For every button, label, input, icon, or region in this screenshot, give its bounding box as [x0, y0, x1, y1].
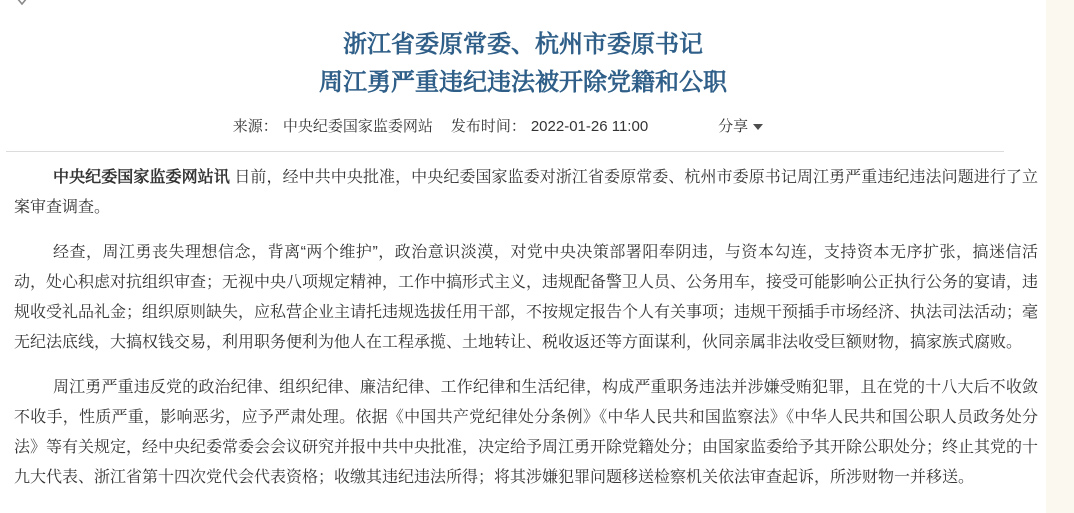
article-publish-time [451, 116, 648, 137]
article-title-line1: 浙江省委原常委、杭州市委原书记 [343, 31, 703, 58]
article-paragraph-1 [14, 163, 1038, 223]
page-right-margin [1046, 0, 1074, 513]
source-value: 中央纪委国家监委网站 [282, 118, 433, 135]
share-dropdown[interactable] [718, 116, 763, 137]
article-meta-bar [0, 116, 1021, 137]
article-source [233, 116, 433, 137]
article-title [0, 0, 1046, 102]
publish-time-label: 发布时间： [450, 118, 526, 135]
caret-down-icon [753, 124, 763, 130]
paragraph-1-text: 日前，经中共中央批准，中央纪委国家监委对浙江省委原常委、杭州市委原书记周江勇严重违纪违法问题进行了立案审查调查。 [14, 169, 1038, 216]
source-label: 来源： [232, 118, 278, 135]
publish-time-value: 2022-01-26 11:00 [530, 118, 649, 135]
lead-source-bold: 中央纪委国家监委网站讯 [53, 169, 230, 186]
share-label: 分享 [718, 118, 749, 135]
article-paragraph-2: 经查，周江勇丧失理想信念，背离“两个维护”，政治意识淡漠，对党中央决策部署阳奉阴违，与资本勾连，支持资本无序扩张，搞迷信活动，处心积虑对抗组织审查；无视中央八项规定精神，工作中搞形式主义，违规配备警卫人员、公务用车，接受可能影响公正执行公务的宴请，违规收受礼品礼金；组织原则缺失，应私营企业主请托违规选拔任用干部，不按规定报告个人有关事项；违规干预插手市场经济、执法司法活动；毫无纪法底线，大搞权钱交易，利用职务便利为他人在工程承揽、土地转让、税收返还等方面谋利，伙同亲属非法收受巨额财物，搞家族式腐败。 [14, 244, 1039, 351]
article-paragraph-3: 周江勇严重违反党的政治纪律、组织纪律、廉洁纪律、工作纪律和生活纪律，构成严重职务违法并涉嫌受贿犯罪，且在党的十八大后不收敛不收手，性质严重，影响恶劣，应予严肃处理。依据《中国共产党纪律处分条例》《中华人民共和国监察法》《中华人民共和国公职人员政务处分法》等有关规定，经中央纪委常委会会议研究并报中共中央批准，决定给予周江勇开除党籍处分；由国家监委给予其开除公职处分；终止其党的十九大代表、浙江省第十四次党代会代表资格；收缴其违纪违法所得；将其涉嫌犯罪问题移送检察机关依法审查起诉，所涉财物一并移送。 [14, 379, 1039, 486]
article-title-line2: 周江勇严重违纪违法被开除党籍和公职 [319, 69, 727, 96]
article-body [0, 152, 1046, 493]
